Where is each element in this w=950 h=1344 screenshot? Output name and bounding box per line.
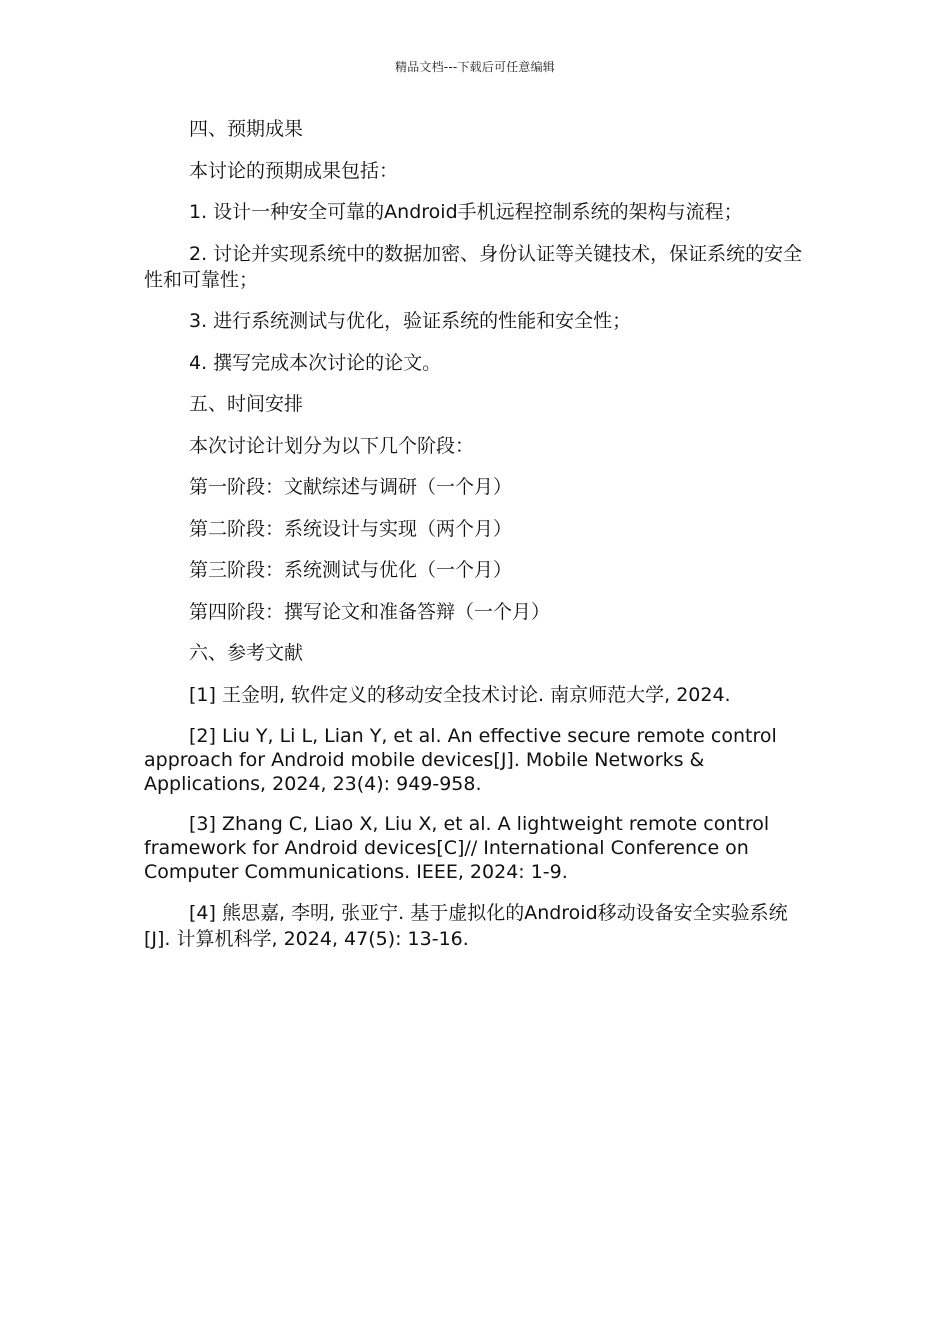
outcome-item-4: 4. 撰写完成本次讨论的论文。 bbox=[189, 351, 442, 374]
reference-item-1: [1] 王金明, 软件定义的移动安全技术讨论. 南京师范大学, 2024. bbox=[189, 683, 731, 706]
outcome-item-3: 3. 进行系统测试与优化，验证系统的性能和安全性； bbox=[189, 310, 632, 332]
section-heading-references: 六、参考文献 bbox=[189, 642, 304, 664]
schedule-item-2: 第二阶段：系统设计与实现（两个月） bbox=[189, 517, 513, 540]
schedule-item-3: 第三阶段：系统测试与优化（一个月） bbox=[189, 559, 513, 581]
page-header: 精品文档---下载后可任意编辑 bbox=[395, 60, 555, 74]
schedule-intro: 本次讨论计划分为以下几个阶段： bbox=[189, 434, 475, 457]
schedule-item-4: 第四阶段：撰写论文和准备答辩（一个月） bbox=[189, 600, 551, 623]
outcome-item-1: 1. 设计一种安全可靠的Android手机远程控制系统的架构与流程； bbox=[189, 201, 743, 223]
outcomes-intro: 本讨论的预期成果包括： bbox=[189, 159, 399, 182]
outcome-item-2: 2. 讨论并实现系统中的数据加密、身份认证等关键技术，保证系统的安全性和可靠性； bbox=[144, 242, 803, 291]
section-heading-outcomes: 四、预期成果 bbox=[189, 118, 304, 140]
schedule-item-1: 第一阶段：文献综述与调研（一个月） bbox=[189, 476, 513, 498]
reference-item-3: [3] Zhang C, Liao X, Liu X, et al. A lightweight remote control framework for Android devices[C]// International Conference on Computer Communications. IEEE, 2024: 1-9. bbox=[144, 812, 770, 883]
reference-item-4: [4] 熊思嘉, 李明, 张亚宁. 基于虚拟化的Android移动设备安全实验系统[J]. 计算机科学, 2024, 47(5): 13-16. bbox=[144, 901, 788, 950]
section-heading-schedule: 五、时间安排 bbox=[189, 393, 304, 415]
document-body bbox=[144, 116, 804, 952]
reference-item-2: [2] Liu Y, Li L, Lian Y, et al. An effective secure remote control approach for Android mobile devices[J]. Mobile Networks & Applications, 2024, 23(4): 949-958. bbox=[144, 724, 777, 795]
